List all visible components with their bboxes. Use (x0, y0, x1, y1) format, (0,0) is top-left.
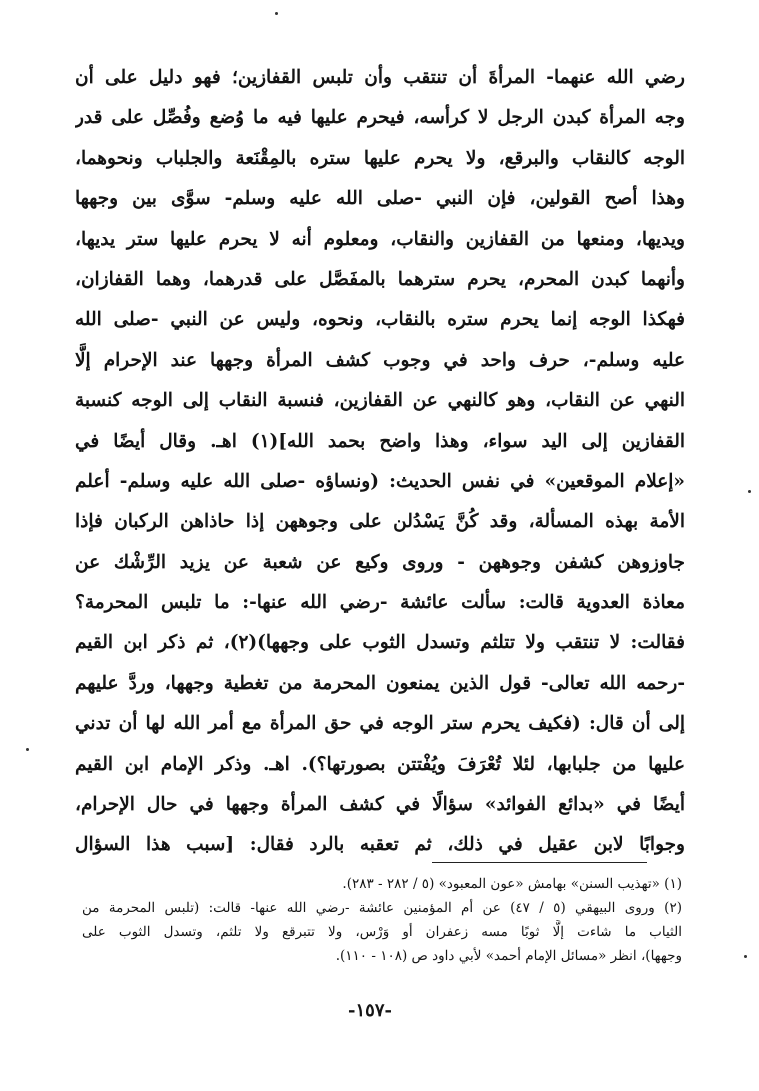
text-line: وجوابًا لابن عقيل في ذلك، ثم تعقبه بالرد فقال: [سبب هذا السؤال (75, 834, 685, 856)
text-line: فهكذا الوجه إنما يحرم ستره بالنقاب، ونحوه، وليس عن النبي -صلى الله (75, 309, 685, 331)
text-line: ويديها، ومنعها من القفازين والنقاب، ومعلوم أنه لا يحرم عليها ستر يديها، (75, 228, 685, 250)
footnote-separator (432, 862, 647, 863)
text-line: القفازين إلى اليد سواء، وهذا واضح بحمد الله](١) اهـ. وقال أيضًا في (75, 430, 685, 452)
text-line: عليه وسلم-، حرف واحد في وجوب كشف المرأة وجهها عند الإحرام إلَّا (75, 349, 685, 371)
page-number: -١٥٧- (348, 1000, 392, 1021)
text-line: «إعلام الموقعين» في نفس الحديث: (ونساؤه -صلى الله عليه وسلم- أعلم (75, 470, 685, 492)
text-line: فقالت: لا تنتقب ولا تتلثم وتسدل الثوب على وجهها)(٢)، ثم ذكر ابن القيم (75, 632, 685, 654)
text-line: الوجه كالنقاب والبرقع، ولا يحرم عليها ستره بالمِقْنَعة والجلباب ونحوهما، (75, 147, 685, 169)
scan-speck (744, 955, 747, 958)
text-line: النهي عن النقاب، وهو كالنهي عن القفازين، فنسبة النقاب إلى الوجه كنسبة (75, 390, 685, 412)
text-line: -رحمه الله تعالى- قول الذين يمنعون المحرمة من تغطية وجهها، وردَّ عليهم (75, 672, 685, 694)
text-line: وجه المرأة كبدن الرجل لا كرأسه، فيحرم عليها فيه ما وُضع وفُصِّل على قدر (75, 107, 685, 129)
scan-speck (748, 490, 751, 493)
text-line: وهذا أصح القولين، فإن النبي -صلى الله عليه وسلم- سوَّى بين وجهها (75, 188, 685, 210)
text-line: معاذة العدوية قالت: سألت عائشة -رضي الله عنها-: ما تلبس المحرمة؟ (75, 592, 685, 614)
text-line: إلى أن قال: (فكيف يحرم ستر الوجه في حق المرأة مع أمر الله لها أن تدني (75, 713, 685, 735)
footnote-2-line-1: (٢) وروى البيهقي (٥ / ٤٧) عن أم المؤمنين عائشة -رضي الله عنها- قالت: (تلبس المحرمة من (82, 900, 682, 916)
text-line: أيضًا في «بدائع الفوائد» سؤالًا في كشف المرأة وجهها في حال الإحرام، (75, 794, 685, 816)
footnote-1: (١) «تهذيب السنن» بهامش «عون المعبود» (٥ / ٢٨٢ - ٢٨٣). (342, 876, 682, 892)
text-line: رضي الله عنهما- المرأةَ أن تنتقب وأن تلبس القفازين؛ فهو دليل على أن (75, 67, 685, 88)
text-line: وأنهما كبدن المحرم، يحرم سترهما بالمفَصَّل على قدرهما، وهما القفازان، (75, 268, 685, 290)
text-line: عليها من جلبابها، لئلا تُعْرَفَ ويُفْتتن بصورتها؟). اهـ. وذكر الإمام ابن القيم (75, 753, 685, 775)
footnote-2-line-2: الثياب ما شاءت إلَّا ثوبًا مسه زعفران أو وَرْس، ولا تتبرقع ولا تلثم، وتسدل الثوب على (82, 924, 682, 940)
scan-speck (26, 748, 29, 751)
footnote-2-line-3: وجهها)، انظر «مسائل الإمام أحمد» لأبي داود ص (١٠٨ - ١١٠). (335, 948, 682, 964)
footnotes (82, 872, 682, 968)
text-line: جاوزوهن كشفن وجوههن - وروى وكيع عن شعبة عن يزيد الرِّشْك عن (75, 551, 685, 573)
text-line: الأمة بهذه المسألة، وقد كُنَّ يَسْدُلن على وجوههن إذا حاذاهن الركبان فإذا (75, 511, 685, 533)
scan-speck (275, 12, 278, 15)
main-text (75, 58, 685, 866)
